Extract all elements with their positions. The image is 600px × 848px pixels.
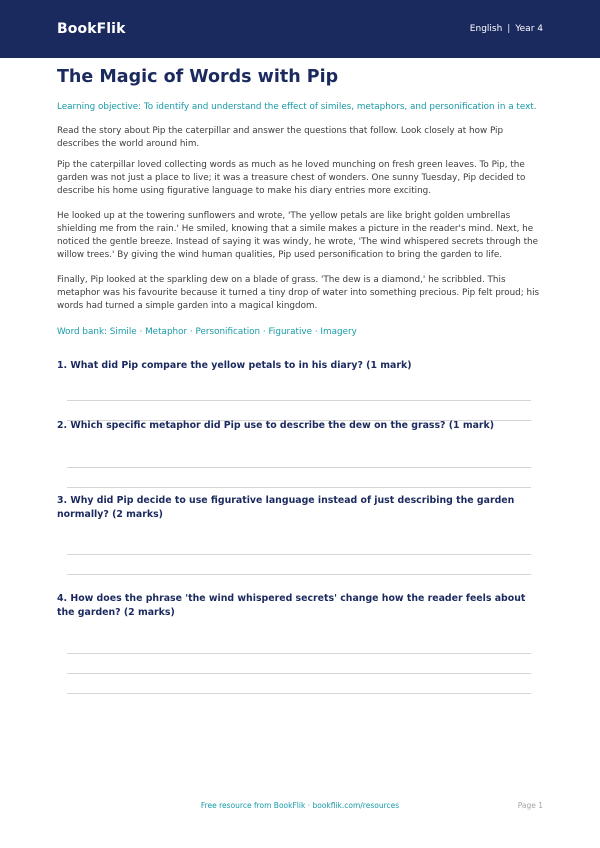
learning-objective: Learning objective: To identify and understand the effect of similes, metaphors, and personification in a text. xyxy=(57,102,537,112)
intro-text: Read the story about Pip the caterpillar and answer the questions that follow. Look closely at how Pip describes the world around him. xyxy=(57,126,504,149)
worksheet-content xyxy=(57,66,543,694)
header-meta xyxy=(470,24,543,34)
page-footer xyxy=(0,801,600,813)
word-bank: Word bank: Simile · Metaphor · Personification · Figurative · Imagery xyxy=(57,327,357,337)
subject-label: English xyxy=(469,24,503,34)
answer-line[interactable] xyxy=(67,653,531,654)
page-header xyxy=(0,0,600,58)
answer-line[interactable] xyxy=(67,693,531,694)
question-block xyxy=(57,592,543,694)
story-paragraph: Pip the caterpillar loved collecting words as much as he loved munching on fresh green leaves. To Pip, the garden was not just a place to live; it was a treasure chest of wonders. One sunny Tuesday, Pip decided to describe his home using figurative language to make his diary entries more exciting. xyxy=(57,160,526,196)
question-3: 3. Why did Pip decide to use figurative language instead of just describing the garden normally? (2 marks) xyxy=(57,495,515,520)
question-block xyxy=(57,494,543,575)
answer-line[interactable] xyxy=(67,554,531,555)
page-title: The Magic of Words with Pip xyxy=(57,67,339,87)
answer-line[interactable] xyxy=(67,467,531,468)
answer-line[interactable] xyxy=(67,487,531,488)
story-paragraph: He looked up at the towering sunflowers and wrote, 'The yellow petals are like bright golden umbrellas shielding me from the rain.' He smiled, knowing that a simile makes a picture in the reader's mind. Next, he noticed the gentle breeze. Instead of saying it was windy, he wrote, 'The wind whispered secrets through the willow trees.' By giving the wind human qualities, Pip used personification to bring the garden to life. xyxy=(57,211,539,260)
question-block xyxy=(57,419,543,488)
page-number: Page 1 xyxy=(517,801,543,810)
story-paragraph: Finally, Pip looked at the sparkling dew on a blade of grass. 'The dew is a diamond,' he scribbled. This metaphor was his favourite because it turned a tiny drop of water into something precious. Pip felt proud; his words had turned a simple garden into a magical kingdom. xyxy=(57,275,540,311)
year-label: Year 4 xyxy=(515,24,543,34)
question-4: 4. How does the phrase 'the wind whispered secrets' change how the reader feels about the garden? (2 marks) xyxy=(57,593,526,618)
answer-line[interactable] xyxy=(67,673,531,674)
question-block xyxy=(57,359,543,421)
question-1: 1. What did Pip compare the yellow petals to in his diary? (1 mark) xyxy=(57,360,412,371)
brand-logo[interactable]: BookFlik xyxy=(57,21,126,37)
footer-resource-link[interactable]: Free resource from BookFlik · bookflik.com/resources xyxy=(200,801,400,810)
meta-separator: | xyxy=(507,24,511,34)
answer-line[interactable] xyxy=(67,574,531,575)
answer-line[interactable] xyxy=(67,400,531,401)
question-2: 2. Which specific metaphor did Pip use to describe the dew on the grass? (1 mark) xyxy=(57,420,495,431)
